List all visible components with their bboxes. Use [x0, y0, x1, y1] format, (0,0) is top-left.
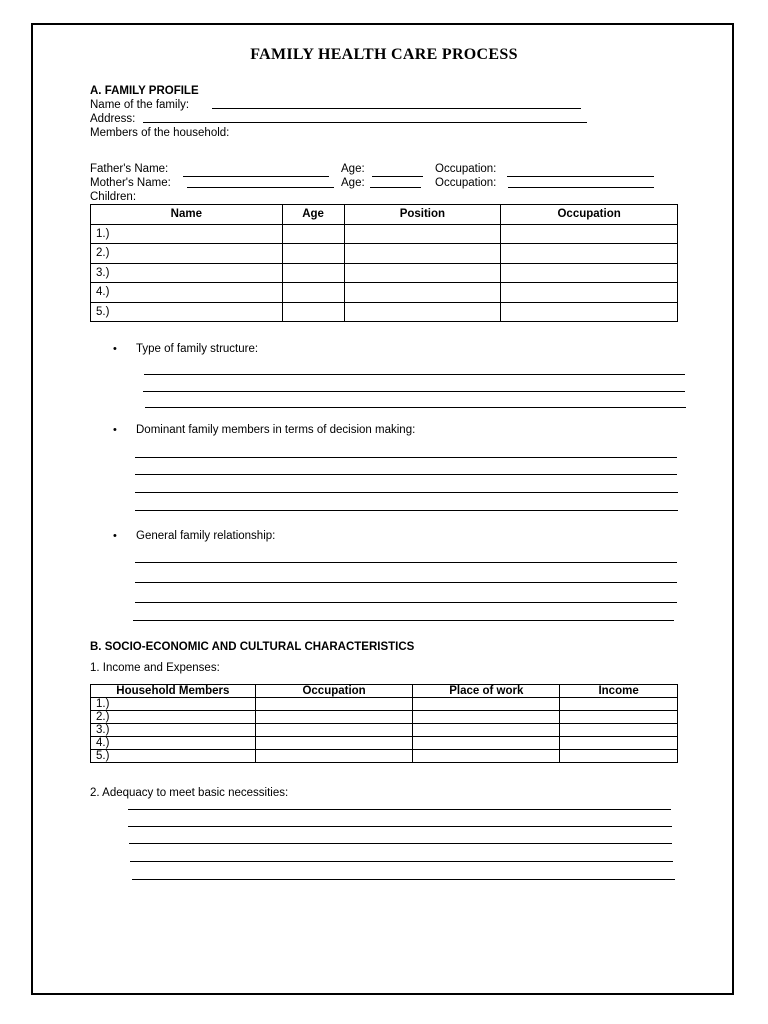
col-header: Occupation: [255, 685, 413, 698]
col-header: Name: [91, 205, 283, 225]
col-header: Household Members: [91, 685, 256, 698]
row-number[interactable]: 1.): [91, 224, 283, 244]
mother-age-field[interactable]: [370, 187, 421, 188]
adequacy-line[interactable]: [130, 861, 673, 862]
members-label: Members of the household:: [90, 127, 230, 139]
income-table: [90, 684, 678, 763]
row-number[interactable]: 4.): [91, 283, 283, 303]
income-table-header: [91, 685, 678, 698]
table-row: [91, 302, 678, 322]
table-cell[interactable]: [255, 737, 413, 750]
table-cell[interactable]: [255, 724, 413, 737]
adequacy-line[interactable]: [128, 809, 671, 810]
row-number[interactable]: 5.): [91, 750, 256, 763]
children-table-header: [91, 205, 678, 225]
table-row: [91, 711, 678, 724]
form-title: FAMILY HEALTH CARE PROCESS: [250, 46, 518, 63]
col-header: Place of work: [413, 685, 560, 698]
adequacy-label: 2. Adequacy to meet basic necessities:: [90, 787, 289, 799]
table-cell[interactable]: [560, 711, 678, 724]
family-name-field[interactable]: [212, 108, 581, 109]
col-header: Occupation: [501, 205, 678, 225]
address-field[interactable]: [143, 122, 587, 123]
table-row: [91, 698, 678, 711]
table-cell[interactable]: [413, 737, 560, 750]
col-header: Income: [560, 685, 678, 698]
table-cell[interactable]: [560, 698, 678, 711]
father-name-field[interactable]: [183, 176, 329, 177]
table-cell[interactable]: [344, 224, 501, 244]
table-cell[interactable]: [282, 263, 344, 283]
mother-name-field[interactable]: [187, 187, 334, 188]
table-row: [91, 283, 678, 303]
decision-making-line[interactable]: [135, 457, 677, 458]
bullet-icon: •: [113, 424, 117, 436]
table-cell[interactable]: [560, 737, 678, 750]
table-cell[interactable]: [413, 711, 560, 724]
row-number[interactable]: 5.): [91, 302, 283, 322]
col-header: Age: [282, 205, 344, 225]
table-cell[interactable]: [344, 302, 501, 322]
father-occupation-label: Occupation:: [435, 163, 497, 175]
mother-name-label: Mother's Name:: [90, 177, 171, 189]
father-name-label: Father's Name:: [90, 163, 169, 175]
table-cell[interactable]: [501, 244, 678, 264]
row-number[interactable]: 1.): [91, 698, 256, 711]
father-occupation-field[interactable]: [507, 176, 654, 177]
mother-occupation-field[interactable]: [508, 187, 654, 188]
family-relationship-line[interactable]: [133, 620, 674, 621]
table-cell[interactable]: [501, 263, 678, 283]
family-structure-line[interactable]: [144, 374, 685, 375]
family-name-label: Name of the family:: [90, 99, 190, 111]
table-cell[interactable]: [344, 263, 501, 283]
table-row: [91, 244, 678, 264]
table-cell[interactable]: [255, 750, 413, 763]
table-cell[interactable]: [282, 244, 344, 264]
table-cell[interactable]: [501, 302, 678, 322]
children-label: Children:: [90, 191, 137, 203]
table-cell[interactable]: [344, 244, 501, 264]
row-number[interactable]: 3.): [91, 263, 283, 283]
family-structure-label: Type of family structure:: [136, 343, 259, 355]
children-table: [90, 204, 678, 322]
mother-age-label: Age:: [341, 177, 365, 189]
row-number[interactable]: 2.): [91, 711, 256, 724]
adequacy-line[interactable]: [129, 843, 672, 844]
row-number[interactable]: 3.): [91, 724, 256, 737]
mother-occupation-label: Occupation:: [435, 177, 497, 189]
father-age-label: Age:: [341, 163, 365, 175]
table-cell[interactable]: [255, 698, 413, 711]
table-cell[interactable]: [344, 283, 501, 303]
table-cell[interactable]: [413, 750, 560, 763]
address-label: Address:: [90, 113, 136, 125]
row-number[interactable]: 2.): [91, 244, 283, 264]
section-a-heading: A. FAMILY PROFILE: [90, 85, 199, 97]
father-age-field[interactable]: [372, 176, 423, 177]
table-row: [91, 224, 678, 244]
decision-making-line[interactable]: [135, 492, 678, 493]
table-cell[interactable]: [413, 724, 560, 737]
family-structure-line[interactable]: [145, 407, 686, 408]
section-b-heading: B. SOCIO-ECONOMIC AND CULTURAL CHARACTERISTICS: [90, 641, 415, 653]
table-cell[interactable]: [501, 224, 678, 244]
family-relationship-line[interactable]: [135, 582, 677, 583]
table-cell[interactable]: [282, 302, 344, 322]
table-row: [91, 263, 678, 283]
table-cell[interactable]: [560, 724, 678, 737]
family-structure-line[interactable]: [143, 391, 685, 392]
bullet-icon: •: [113, 530, 117, 542]
table-cell[interactable]: [413, 698, 560, 711]
adequacy-line[interactable]: [128, 826, 672, 827]
table-row: [91, 737, 678, 750]
adequacy-line[interactable]: [132, 879, 675, 880]
table-cell[interactable]: [282, 224, 344, 244]
row-number[interactable]: 4.): [91, 737, 256, 750]
decision-making-label: Dominant family members in terms of decision making:: [136, 424, 416, 436]
table-cell[interactable]: [560, 750, 678, 763]
table-cell[interactable]: [255, 711, 413, 724]
income-expenses-label: 1. Income and Expenses:: [90, 662, 220, 674]
table-cell[interactable]: [282, 283, 344, 303]
family-relationship-label: General family relationship:: [136, 530, 276, 542]
table-row: [91, 724, 678, 737]
family-relationship-line[interactable]: [135, 562, 677, 563]
family-relationship-line[interactable]: [135, 602, 677, 603]
table-row: [91, 750, 678, 763]
decision-making-line[interactable]: [135, 474, 677, 475]
decision-making-line[interactable]: [135, 510, 678, 511]
table-cell[interactable]: [501, 283, 678, 303]
col-header: Position: [344, 205, 501, 225]
bullet-icon: •: [113, 343, 117, 355]
